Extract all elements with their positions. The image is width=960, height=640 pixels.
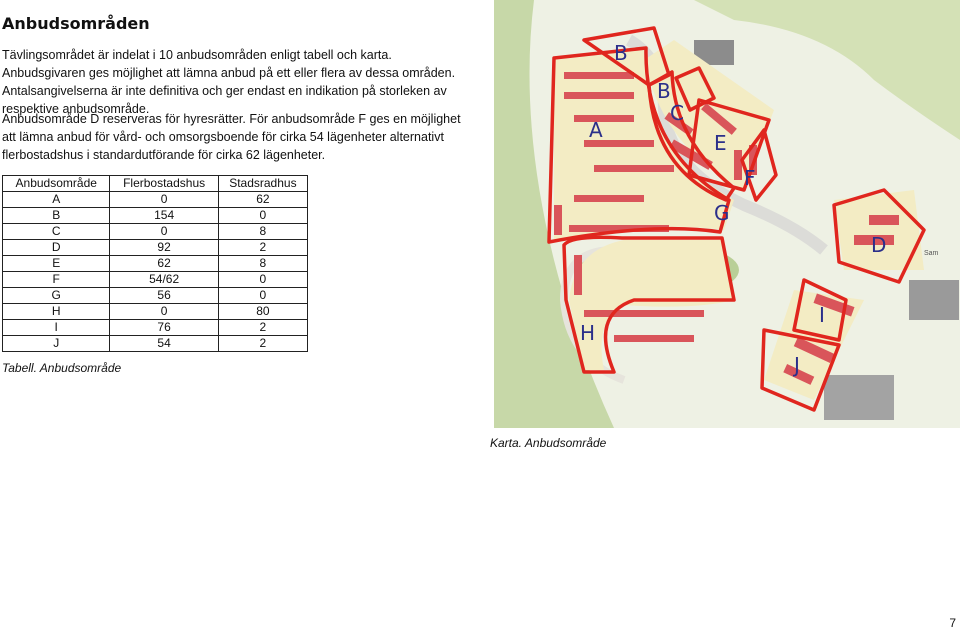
- table-row: [3, 240, 308, 256]
- table-row: [3, 288, 308, 304]
- building: [594, 165, 674, 172]
- building: [574, 195, 644, 202]
- zone-label-c: C: [670, 101, 684, 125]
- table-row: [3, 336, 308, 352]
- cell-stadsradhus: 2: [218, 336, 307, 352]
- map-caption: Karta. Anbudsområde: [490, 436, 607, 450]
- zone-label-j: J: [794, 353, 800, 377]
- zone-label-f: F: [744, 166, 756, 190]
- table-row: [3, 256, 308, 272]
- intro-paragraph: Tävlingsområdet är indelat i 10 anbudsområden enligt tabell och karta. Anbudsgivaren ges möjlighet att lämna anbud på ett eller flera av dessa områden. Antalsangivelserna är inte definitiva och ger endast en indikation på storleken av respektive anbudsområde.: [2, 48, 456, 116]
- zone-label-b: B: [657, 79, 671, 103]
- existing-building: [824, 375, 894, 420]
- cell-flerbostadshus: 0: [110, 224, 218, 240]
- area-map: [494, 0, 960, 428]
- cell-area: J: [3, 336, 110, 352]
- cell-flerbostadshus: 54/62: [110, 272, 218, 288]
- building: [574, 115, 634, 122]
- areas-table: [2, 175, 308, 352]
- cell-stadsradhus: 8: [218, 224, 307, 240]
- zone-label-a: A: [589, 118, 603, 142]
- zone-label-i: I: [819, 303, 825, 327]
- cell-stadsradhus: 80: [218, 304, 307, 320]
- cell-stadsradhus: 0: [218, 272, 307, 288]
- building: [554, 205, 562, 235]
- cell-stadsradhus: 2: [218, 320, 307, 336]
- cell-flerbostadshus: 76: [110, 320, 218, 336]
- table-row: [3, 208, 308, 224]
- col-header-area: Anbudsområde: [3, 176, 110, 192]
- table-caption: Tabell. Anbudsområde: [2, 361, 122, 375]
- cell-flerbostadshus: 154: [110, 208, 218, 224]
- cell-area: D: [3, 240, 110, 256]
- existing-building: [909, 280, 959, 320]
- cell-stadsradhus: 8: [218, 256, 307, 272]
- cell-area: H: [3, 304, 110, 320]
- zone-label-e: E: [714, 131, 727, 155]
- cell-area: F: [3, 272, 110, 288]
- building: [869, 215, 899, 225]
- cell-area: I: [3, 320, 110, 336]
- cell-area: B: [3, 208, 110, 224]
- cell-flerbostadshus: 62: [110, 256, 218, 272]
- building: [564, 72, 634, 79]
- reservation-paragraph: Anbudsområde D reserveras för hyresrätter. För anbudsområde F ges en möjlighet att lämna anbud för vård- och omsorgsboende för cirka 54 lägenheter alternativt flerbostadshus i standardutförande för cirka 62 lägenheter.: [2, 112, 461, 162]
- zone-label-b-top: B: [614, 41, 628, 65]
- building: [564, 92, 634, 99]
- building: [614, 335, 694, 342]
- cell-stadsradhus: 0: [218, 208, 307, 224]
- cell-area: E: [3, 256, 110, 272]
- table-header-row: [3, 176, 308, 192]
- table-row: [3, 224, 308, 240]
- cell-stadsradhus: 0: [218, 288, 307, 304]
- cell-area: G: [3, 288, 110, 304]
- table-row: [3, 304, 308, 320]
- col-header-stadsradhus: Stadsradhus: [218, 176, 307, 192]
- building: [734, 150, 742, 180]
- area-map-svg: [494, 0, 960, 428]
- building: [584, 310, 704, 317]
- map-small-label: Sam: [924, 250, 939, 257]
- cell-flerbostadshus: 56: [110, 288, 218, 304]
- page-number: 7: [949, 616, 956, 630]
- cell-flerbostadshus: 0: [110, 192, 218, 208]
- zone-label-d: D: [871, 233, 887, 257]
- cell-stadsradhus: 2: [218, 240, 307, 256]
- table-row: [3, 192, 308, 208]
- col-header-flerbostadshus: Flerbostadshus: [110, 176, 218, 192]
- table-row: [3, 272, 308, 288]
- zone-label-g: G: [714, 201, 730, 225]
- zone-label-h: H: [580, 321, 596, 345]
- cell-flerbostadshus: 0: [110, 304, 218, 320]
- page-heading: Anbudsområden: [2, 14, 150, 33]
- table-row: [3, 320, 308, 336]
- cell-stadsradhus: 62: [218, 192, 307, 208]
- cell-area: A: [3, 192, 110, 208]
- cell-area: C: [3, 224, 110, 240]
- cell-flerbostadshus: 54: [110, 336, 218, 352]
- building: [574, 255, 582, 295]
- cell-flerbostadshus: 92: [110, 240, 218, 256]
